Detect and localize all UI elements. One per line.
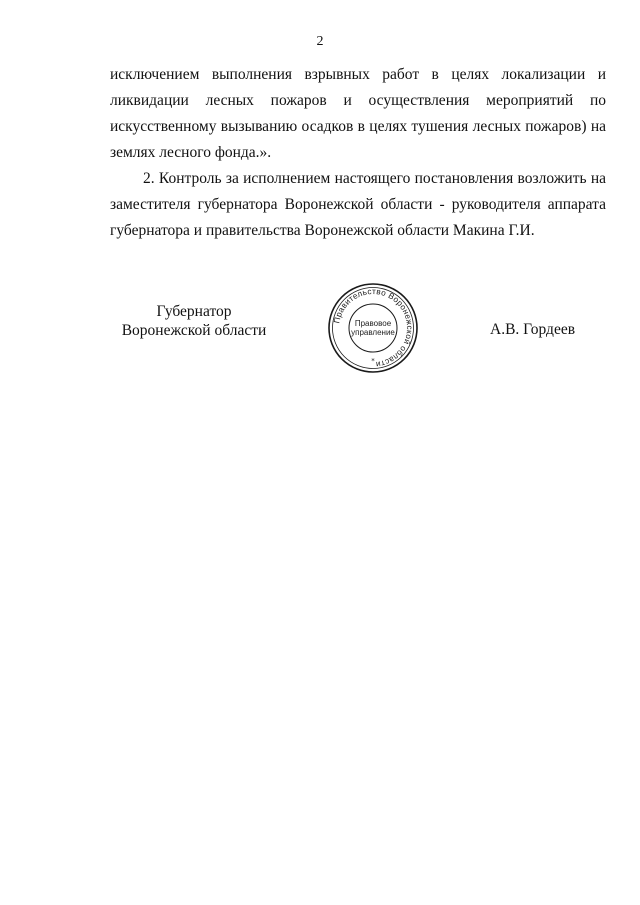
signature-title-line: Воронежской области	[121, 322, 267, 339]
seal-inner-line: Правовое	[354, 319, 392, 328]
seal-inner-label	[327, 319, 419, 337]
paragraph-item-2	[110, 166, 606, 244]
text-line: заместителя губернатора Воронежской области - руководителя аппарата	[110, 196, 606, 213]
signature-name: А.В. Гордеев	[490, 321, 576, 338]
svg-text:*: *	[371, 357, 375, 365]
paragraph-continuation	[110, 62, 606, 166]
seal-inner-line: управление	[351, 328, 395, 337]
document-body	[110, 62, 606, 244]
page-number: 2	[316, 34, 324, 49]
text-line: ликвидации лесных пожаров и осуществления мероприятий по	[110, 92, 606, 109]
svg-text:Правительство Воронежской обла: Правительство Воронежской области	[332, 286, 415, 369]
text-line: 2. Контроль за исполнением настоящего постановления возложить на	[143, 170, 606, 187]
text-line: губернатора и правительства Воронежской области Макина Г.И.	[110, 222, 535, 239]
text-line: землях лесного фонда.».	[110, 144, 272, 161]
text-line: искусственному вызыванию осадков в целях тушения лесных пожаров) на	[110, 118, 606, 135]
signature-title	[114, 302, 274, 340]
signature-title-line: Губернатор	[156, 303, 232, 320]
text-line: исключением выполнения взрывных работ в целях локализации и	[110, 66, 606, 83]
official-seal	[327, 282, 419, 374]
